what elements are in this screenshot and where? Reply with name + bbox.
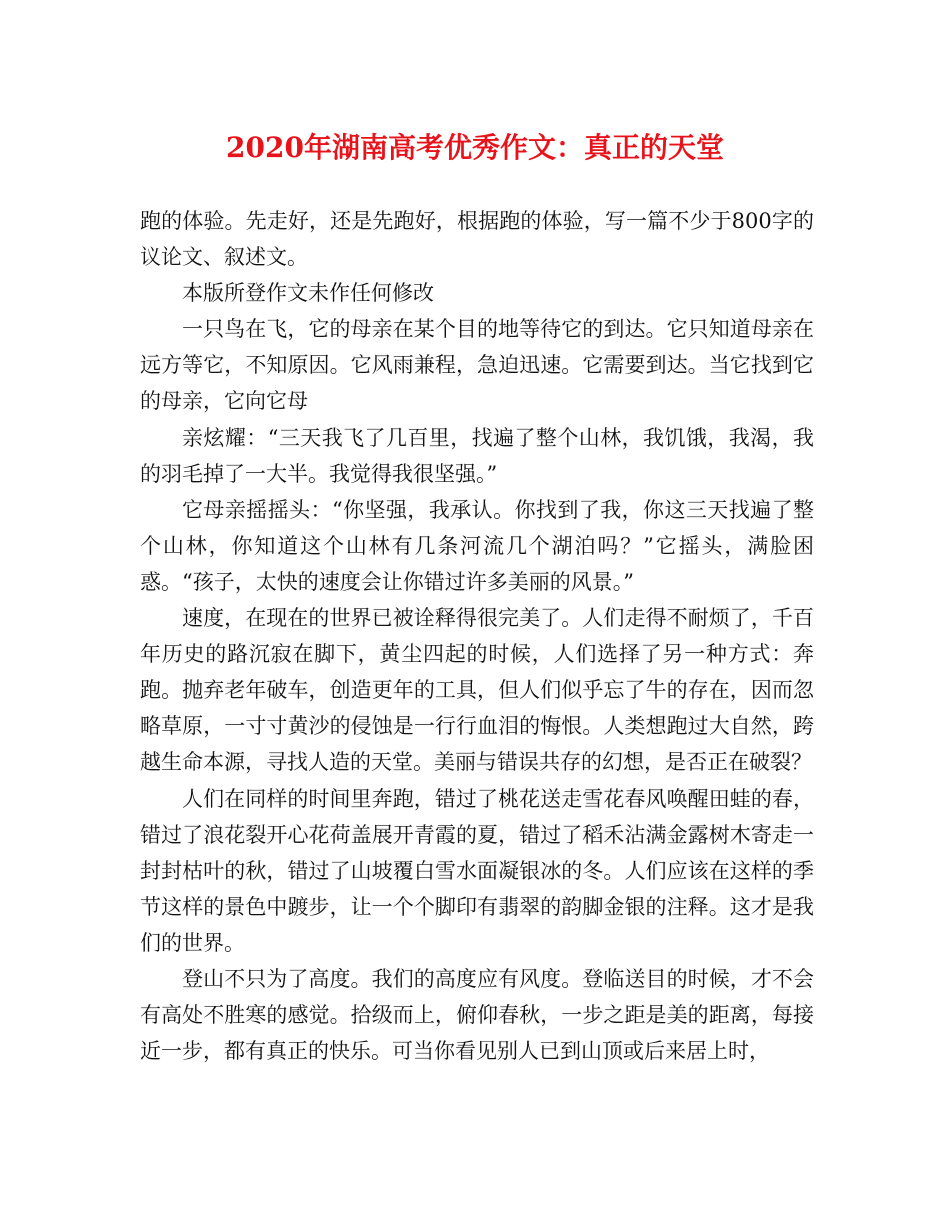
paragraph-bird-story: 一只鸟在飞，它的母亲在某个目的地等待它的到达。它只知道母亲在远方等它，不知原因。它风雨兼程，急迫迅速。它需要到达。当它找到它的母亲，它向它母 <box>140 317 814 414</box>
paragraph-speed: 速度，在现在的世界已被诠释得很完美了。人们走得不耐烦了，千百年历史的路沉寂在脚下，黄尘四起的时候，人们选择了另一种方式：奔跑。抛弃老年破车，创造更年的工具，但人们似乎忘了牛的存在，因而忽略草原，一寸寸黄沙的侵蚀是一行行血泪的悔恨。人类想跑过大自然，跨越生命本源，寻找人造的天堂。美丽与错误共存的幻想，是否正在破裂？ <box>140 606 814 775</box>
paragraph-editor-note: 本版所登作文未作任何修改 <box>182 281 434 306</box>
paragraph-mother-reply: 它母亲摇摇头：“你坚强，我承认。你找到了我，你这三天找遍了整个山林，你知道这个山林有几条河流几个湖泊吗？”它摇头，满脸困惑。“孩子，太快的速度会让你错过许多美丽的风景。” <box>140 497 814 594</box>
paragraph-climbing: 登山不只为了高度。我们的高度应有风度。登临送目的时候，才不会有高处不胜寒的感觉。拾级而上，俯仰春秋，一步之距是美的距离，每接近一步，都有真正的快乐。可当你看见别人已到山顶或后来居上时， <box>140 966 814 1064</box>
article-body <box>140 203 814 1069</box>
paragraph-prompt-continuation: 跑的体验。先走好，还是先跑好，根据跑的体验，写一篇不少于800字的议论文、叙述文。 <box>140 209 814 270</box>
paragraph-bird-boast: 亲炫耀：“三天我飞了几百里，找遍了整个山林，我饥饿，我渴，我的羽毛掉了一大半。我觉得我很坚强。” <box>140 425 814 486</box>
page-title: 2020年湖南高考优秀作文：真正的天堂 <box>226 131 724 164</box>
paragraph-seasons: 人们在同样的时间里奔跑，错过了桃花送走雪花春风唤醒田蛙的春，错过了浪花裂开心花荷盖展开青霞的夏，错过了稻禾沾满金露树木寄走一封封枯叶的秋，错过了山坡覆白雪水面凝银冰的冬。人们应该在这样的季节这样的景色中踱步，让一个个脚印有翡翠的韵脚金银的注释。这才是我们的世界。 <box>140 786 814 955</box>
